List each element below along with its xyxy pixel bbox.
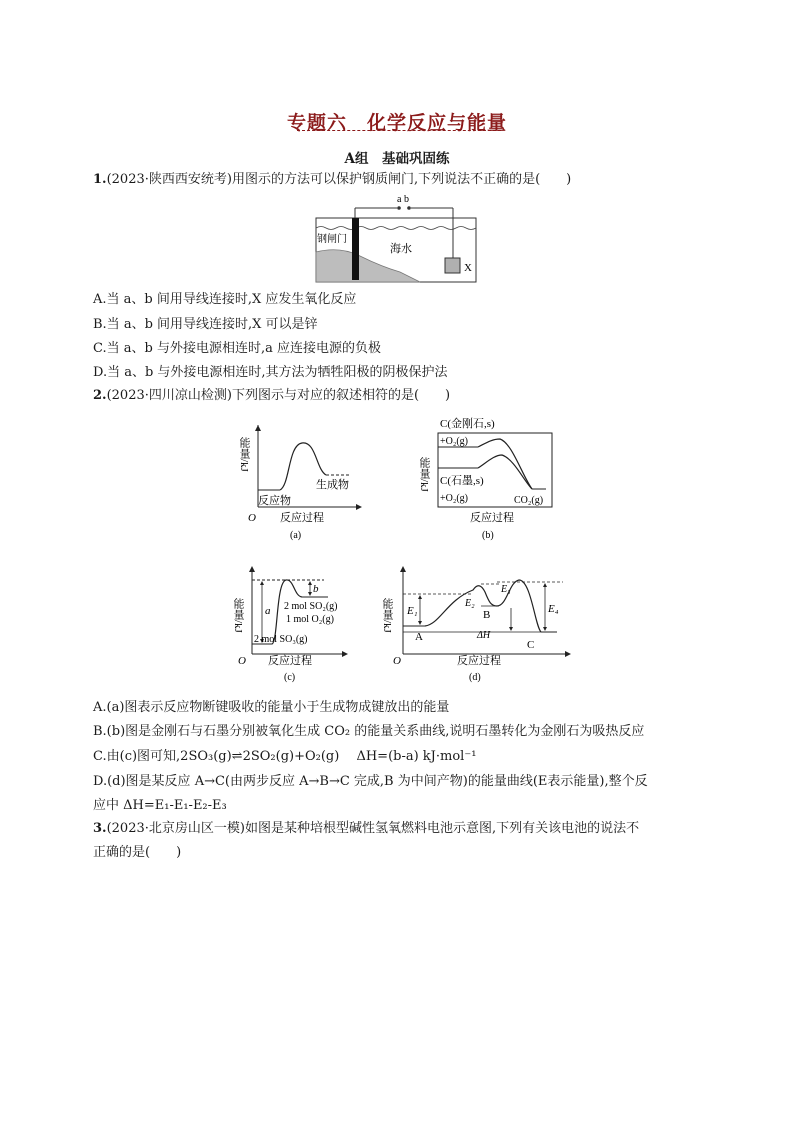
- figd-origin: O: [393, 655, 401, 667]
- figb-xlabel: 反应过程: [470, 512, 514, 524]
- q1-fig-x-label: X: [464, 262, 472, 274]
- figc-bottom: 2 mol SO₃(g): [254, 634, 308, 645]
- figa-origin: O: [248, 512, 256, 524]
- title-underline: [297, 130, 501, 131]
- figc-b-label: b: [313, 583, 319, 595]
- page-title: 专题六 化学反应与能量: [286, 112, 507, 134]
- q2-figure-a: [238, 415, 368, 545]
- figa-xlabel: 反应过程: [280, 512, 324, 524]
- figd-ylabel: 能量/kJ: [381, 598, 393, 633]
- figd-point-a: A: [415, 631, 423, 643]
- q1-figure: [310, 190, 490, 286]
- q2-number: 2.: [93, 388, 107, 403]
- figb-co2: CO₂(g): [514, 495, 544, 506]
- q1-option-a: A.当 a、b 间用导线连接时,X 应发生氧化反应: [93, 292, 357, 307]
- figc-ylabel: 能量/kJ: [232, 598, 244, 633]
- figd-e2: E₂: [465, 598, 475, 609]
- q2-figure-d: [381, 562, 575, 687]
- q3-stem-line1: [93, 820, 639, 838]
- q1-fig-ab-label: a b: [397, 194, 409, 205]
- q1-fig-water-label: 海水: [390, 243, 412, 255]
- figb-diamond-1: C(金刚石,s): [440, 418, 495, 430]
- figc-origin: O: [238, 655, 246, 667]
- figa-caption: (a): [290, 530, 302, 541]
- q2-option-d: D.(d)图是某反应 A→C(由两步反应 A→B→C 完成,B 为中间产物)的能量曲线(E表示能量),整个反: [93, 774, 648, 789]
- figd-e3: E₃: [501, 584, 511, 595]
- figb-ylabel: 能量/kJ: [418, 457, 430, 492]
- figc-xlabel: 反应过程: [268, 655, 312, 667]
- figb-graphite-2: +O₂(g): [440, 493, 469, 504]
- figc-a-label: a: [265, 605, 271, 617]
- q1-option-c: C.当 a、b 与外接电源相连时,a 应连接电源的负极: [93, 341, 381, 356]
- figb-caption: (b): [482, 530, 494, 541]
- q1-option-d: D.当 a、b 与外接电源相连时,其方法为牺牲阳极的阴极保护法: [93, 365, 448, 380]
- figc-caption: (c): [284, 672, 296, 683]
- figd-e1: E₁: [407, 605, 418, 617]
- figb-graphite-1: C(石墨,s): [440, 475, 484, 487]
- q2-figure-c: [232, 562, 352, 687]
- q2-figure-b: [420, 415, 560, 545]
- q3-stem-line2: 正确的是( ): [93, 845, 182, 860]
- q1-fig-gate-label: 钢闸门: [317, 234, 347, 245]
- figd-e4: E₄: [548, 603, 559, 615]
- q1-text: (2023·陕西西安统考)用图示的方法可以保护钢质闸门,下列说法不正确的是( ): [106, 172, 572, 187]
- q2-text: (2023·四川凉山检测)下列图示与对应的叙述相符的是( ): [106, 388, 451, 403]
- figc-top-1: 2 mol SO₂(g): [284, 601, 338, 612]
- q2-option-d-continued: 应中 ΔH=E₁-E₁-E₂-E₃: [93, 798, 227, 813]
- q3-number: 3.: [93, 821, 107, 836]
- q2-stem: [93, 387, 450, 405]
- figd-delta-h: ΔH: [477, 630, 491, 641]
- figb-diamond-2: +O₂(g): [440, 436, 469, 447]
- q2-option-b: B.(b)图是金刚石与石墨分别被氧化生成 CO₂ 的能量关系曲线,说明石墨转化为金刚石为吸热反应: [93, 724, 645, 739]
- figd-point-b: B: [483, 609, 491, 621]
- figd-point-c: C: [527, 639, 535, 651]
- group-heading: A组 基础巩固练: [344, 151, 450, 167]
- figa-reactant: 反应物: [258, 495, 291, 507]
- q3-text-1: (2023·北京房山区一模)如图是某种培根型碱性氢氧燃料电池示意图,下列有关该电池的说法不: [106, 821, 640, 836]
- q2-option-a: A.(a)图表示反应物断键吸收的能量小于生成物成键放出的能量: [93, 700, 450, 715]
- figa-product: 生成物: [316, 479, 349, 491]
- figd-xlabel: 反应过程: [457, 655, 501, 667]
- figd-caption: (d): [469, 672, 481, 683]
- figa-ylabel: 能量/kJ: [238, 437, 250, 472]
- q2-option-c: C.由(c)图可知,2SO₃(g)⇌2SO₂(g)+O₂(g) ΔH=(b-a) kJ·mol⁻¹: [93, 749, 477, 764]
- q1-number: 1.: [93, 172, 107, 187]
- q1-stem: [93, 171, 571, 189]
- figc-top-2: 1 mol O₂(g): [286, 614, 334, 625]
- q1-option-b: B.当 a、b 间用导线连接时,X 可以是锌: [93, 317, 318, 332]
